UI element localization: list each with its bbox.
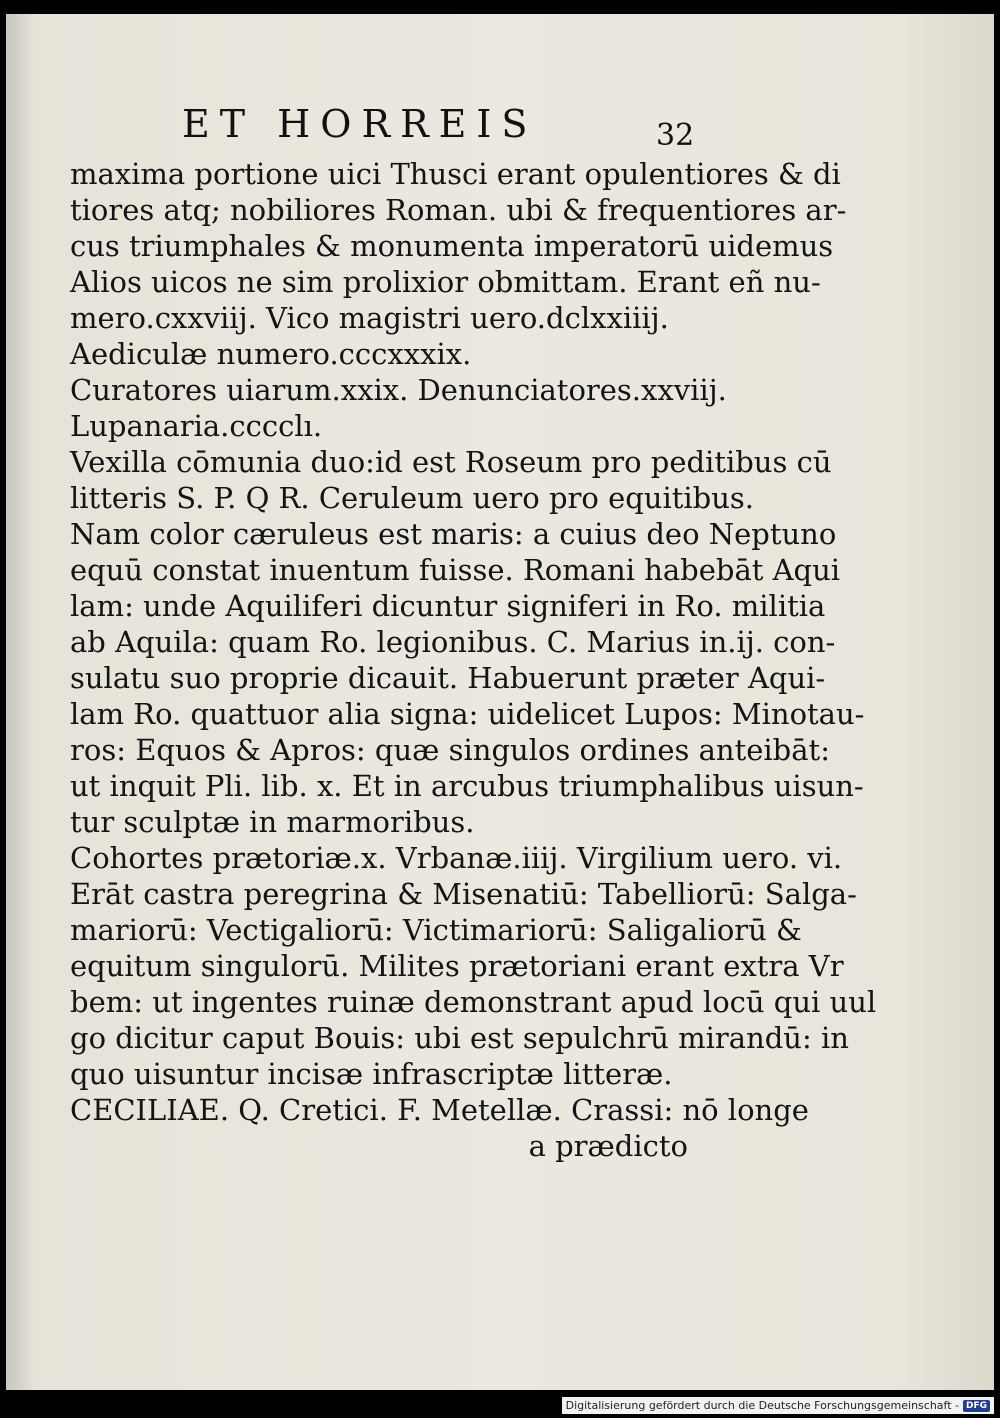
text-line: Aediculæ numero.cccxxxix. xyxy=(70,337,472,371)
text-line: Cohortes prætoriæ.x. Vrbanæ.iiij. Virgilium uero. vi. xyxy=(70,841,843,875)
text-line: ut inquit Pli. lib. x. Et in arcubus triumphalibus uisun- xyxy=(70,769,864,803)
text-line: Lupanaria.cccclı. xyxy=(70,409,323,443)
digitization-credit xyxy=(562,1397,994,1414)
text-line: equitum singulorū. Milites prætoriani erant extra Vr xyxy=(70,949,844,983)
body-text xyxy=(70,156,877,1164)
text-line: equū constat inuentum fuisse. Romani habebāt Aqui xyxy=(70,553,841,587)
page-number: 32 xyxy=(656,118,695,153)
text-line: litteris S. P. Q R. Ceruleum uero pro equitibus. xyxy=(70,481,755,515)
text-line: cus triumphales & monumenta imperatorū uidemus xyxy=(70,229,834,263)
text-line: tiores atq; nobiliores Roman. ubi & frequentiores ar- xyxy=(70,193,847,227)
text-line: tur sculptæ in marmoribus. xyxy=(70,805,475,839)
text-line: ab Aquila: quam Ro. legionibus. C. Marius in.ij. con- xyxy=(70,625,836,659)
running-title: ET HORREIS xyxy=(182,102,538,146)
text-line: quo uisuntur incisæ infrascriptæ litteræ. xyxy=(70,1057,673,1091)
text-line: Vexilla cōmunia duo:id est Roseum pro peditibus cū xyxy=(70,445,832,479)
credit-text: Digitalisierung gefördert durch die Deutsche Forschungsgemeinschaft - xyxy=(565,1399,959,1412)
text-line: sulatu suo proprie dicauit. Habuerunt præter Aqui- xyxy=(70,661,826,695)
text-line: ros: Equos & Apros: quæ singulos ordines anteibāt: xyxy=(70,733,830,767)
text-line: mero.cxxviij. Vico magistri uero.dclxxiiij. xyxy=(70,301,669,335)
book-page xyxy=(6,14,994,1390)
text-line: Curatores uiarum.xxix. Denunciatores.xxviij. xyxy=(70,373,727,407)
dfg-logo-icon: DFG xyxy=(963,1400,990,1412)
text-line: CECILIAE. Q. Cretici. F. Metellæ. Crassi: nō longe xyxy=(70,1093,809,1127)
text-line: lam Ro. quattuor alia signa: uidelicet Lupos: Minotau- xyxy=(70,697,865,731)
text-line: Alios uicos ne sim prolixior obmittam. Erant eñ nu- xyxy=(70,265,821,299)
text-line: mariorū: Vectigaliorū: Victimariorū: Saligaliorū & xyxy=(70,913,802,947)
text-line: lam: unde Aquiliferi dicuntur signiferi in Ro. militia xyxy=(70,589,826,623)
text-line: go dicitur caput Bouis: ubi est sepulchrū mirandū: in xyxy=(70,1021,849,1055)
catchword: a prædicto xyxy=(528,1129,688,1163)
text-line: Erāt castra peregrina & Misenatiū: Tabelliorū: Salga- xyxy=(70,877,857,911)
text-line: maxima portione uici Thusci erant opulentiores & di xyxy=(70,157,841,191)
text-line: Nam color cæruleus est maris: a cuius deo Neptuno xyxy=(70,517,837,551)
text-line: bem: ut ingentes ruinæ demonstrant apud locū qui uul xyxy=(70,985,877,1019)
